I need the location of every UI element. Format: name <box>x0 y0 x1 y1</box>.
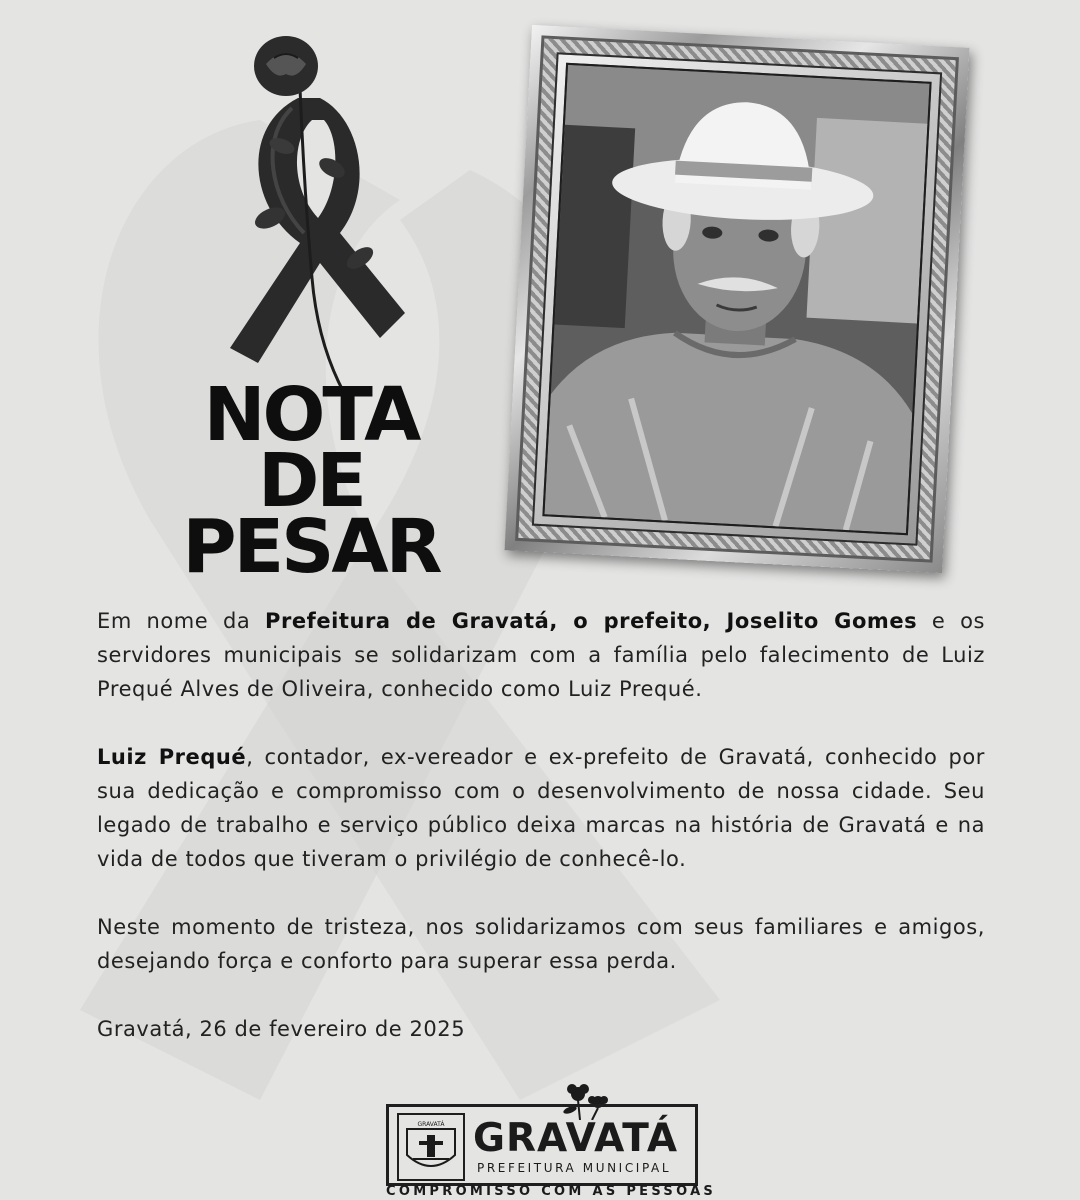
p1-nickname: Luiz Prequé. <box>568 677 703 701</box>
logo-border <box>386 1104 698 1186</box>
signature-date: Gravatá, 26 de fevereiro de 2025 <box>97 1017 466 1041</box>
city-logo <box>386 1080 717 1200</box>
p1-org: Prefeitura de Gravatá, o prefeito, Joselito Gomes <box>265 609 918 633</box>
logo-subtitle: PREFEITURA MUNICIPAL <box>477 1161 672 1175</box>
paragraph-2 <box>97 740 985 876</box>
paragraph-3: Neste momento de tristeza, nos solidarizamos com seus familiares e amigos, desejando força e conforto para superar essa perda. <box>97 915 985 973</box>
mourning-ribbon-icon <box>200 28 440 408</box>
portrait-frame <box>505 25 970 573</box>
page-title <box>146 372 476 590</box>
p1-middle: e os servidores municipais se solidarizam com a família pelo falecimento de <box>97 609 986 667</box>
city-crest-icon <box>397 1113 465 1181</box>
logo-tagline: COMPROMISSO COM AS PESSOAS <box>386 1184 717 1199</box>
title-line-1: NOTA DE <box>203 372 419 524</box>
condolence-text <box>97 604 985 1080</box>
crest-text: GRAVATÁ <box>417 1121 445 1128</box>
logo-wordmark: GRAVATÁ <box>473 1116 679 1161</box>
portrait-photo <box>542 63 931 536</box>
p1-known-as: conhecido como <box>374 677 569 701</box>
title-line-2: PESAR <box>182 504 440 590</box>
p2-name: Luiz Prequé <box>97 745 247 769</box>
paragraph-1 <box>97 604 985 706</box>
p1-intro: Em nome da <box>97 609 266 633</box>
p2-text: , contador, ex-vereador e ex-prefeito de Gravatá, conhecido por sua dedicação e compromisso com o desenvolvimento de nossa cidade. Seu legado de trabalho e serviço público deixa marcas na história de Gravatá e na vida de todos que tiveram o privilégio de conhecê-lo. <box>97 745 985 871</box>
p1-full-name: Luiz Prequé Alves de Oliveira, <box>97 643 985 701</box>
